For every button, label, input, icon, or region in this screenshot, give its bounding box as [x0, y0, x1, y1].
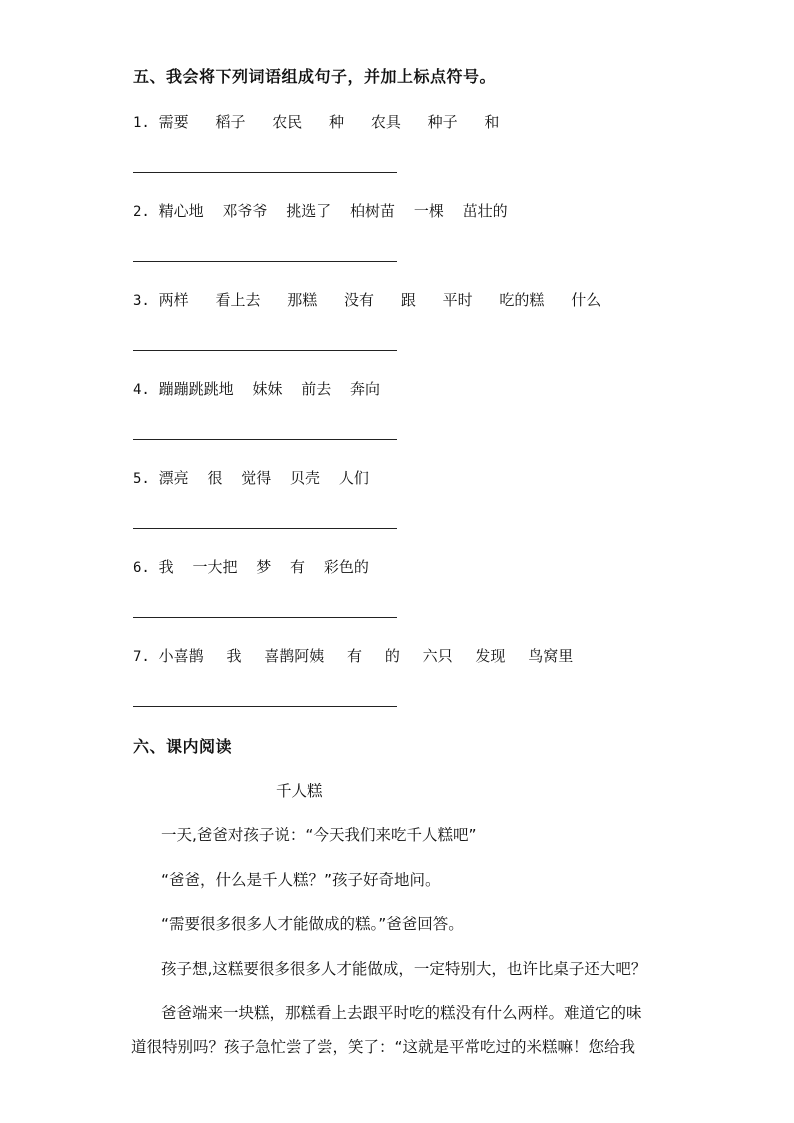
- word: 发现: [475, 647, 506, 665]
- word: 两样: [158, 291, 189, 309]
- word: 漂亮: [158, 469, 189, 487]
- word: 我: [158, 558, 174, 576]
- question-number: 5.: [133, 471, 150, 487]
- story-paragraph: 道很特别吗？孩子急忙尝了尝，笑了：“这就是平常吃过的米糕嘛！您给我: [131, 1038, 636, 1056]
- question-number: 1.: [133, 115, 150, 131]
- answer-line[interactable]: [133, 617, 397, 618]
- word: 喜鹊阿姨: [264, 647, 325, 665]
- word: 有: [290, 558, 306, 576]
- question-7: [133, 645, 591, 666]
- story-paragraph: 爸爸端来一块糕，那糕看上去跟平时吃的糕没有什么两样。难道它的味: [161, 1004, 642, 1022]
- question-number: 3.: [133, 293, 150, 309]
- question-3: [133, 289, 623, 310]
- word: 梦: [256, 558, 272, 576]
- word: 需要: [158, 113, 189, 131]
- answer-line[interactable]: [133, 350, 397, 351]
- answer-line[interactable]: [133, 261, 397, 262]
- word: 人们: [338, 469, 369, 487]
- question-5: [133, 467, 383, 488]
- word: 稻子: [215, 113, 246, 131]
- question-2: [133, 200, 522, 221]
- story-paragraph: 孩子想,这糕要很多很多人才能做成，一定特别大，也许比桌子还大吧？: [161, 960, 647, 978]
- word: 挑选了: [286, 202, 332, 220]
- story-paragraph: “爸爸，什么是千人糕？”孩子好奇地问。: [161, 871, 441, 889]
- answer-line[interactable]: [133, 706, 397, 707]
- word: 前去: [301, 380, 332, 398]
- word: 鸟窝里: [528, 647, 574, 665]
- word: 一棵: [413, 202, 444, 220]
- question-number: 7.: [133, 649, 150, 665]
- word: 农民: [272, 113, 303, 131]
- question-4: [133, 378, 394, 399]
- word: 种子: [427, 113, 458, 131]
- section6-title: 六、课内阅读: [133, 737, 233, 756]
- word: 没有: [344, 291, 375, 309]
- word: 那糕: [287, 291, 318, 309]
- word: 的: [384, 647, 400, 665]
- word: 和: [484, 113, 500, 131]
- word: 什么: [571, 291, 602, 309]
- word: 我: [226, 647, 242, 665]
- word: 邓爷爷: [222, 202, 268, 220]
- word: 六只: [422, 647, 453, 665]
- word: 农具: [370, 113, 401, 131]
- story-paragraph: “需要很多很多人才能做成的糕。”爸爸回答。: [161, 915, 464, 933]
- story-title: 千人糕: [276, 782, 323, 800]
- section5-title: 五、我会将下列词语组成句子，并加上标点符号。: [133, 67, 497, 86]
- word: 小喜鹊: [158, 647, 204, 665]
- word: 很: [207, 469, 223, 487]
- word: 一大把: [192, 558, 238, 576]
- word: 平时: [442, 291, 473, 309]
- word: 有: [347, 647, 363, 665]
- story-paragraph: 一天,爸爸对孩子说：“今天我们来吃千人糕吧”: [161, 826, 477, 844]
- word: 贝壳: [290, 469, 321, 487]
- question-6: [133, 556, 383, 577]
- question-number: 6.: [133, 560, 150, 576]
- word: 吃的糕: [499, 291, 545, 309]
- question-number: 4.: [133, 382, 150, 398]
- word: 妹妹: [252, 380, 283, 398]
- word: 蹦蹦跳跳地: [158, 380, 234, 398]
- word: 精心地: [158, 202, 204, 220]
- word: 彩色的: [323, 558, 369, 576]
- question-1: [133, 111, 521, 132]
- word: 跟: [400, 291, 416, 309]
- answer-line[interactable]: [133, 439, 397, 440]
- question-number: 2.: [133, 204, 150, 220]
- word: 种: [329, 113, 345, 131]
- word: 茁壮的: [462, 202, 508, 220]
- word: 觉得: [241, 469, 272, 487]
- word: 看上去: [215, 291, 261, 309]
- answer-line[interactable]: [133, 172, 397, 173]
- answer-line[interactable]: [133, 528, 397, 529]
- word: 奔向: [350, 380, 381, 398]
- word: 柏树苗: [350, 202, 396, 220]
